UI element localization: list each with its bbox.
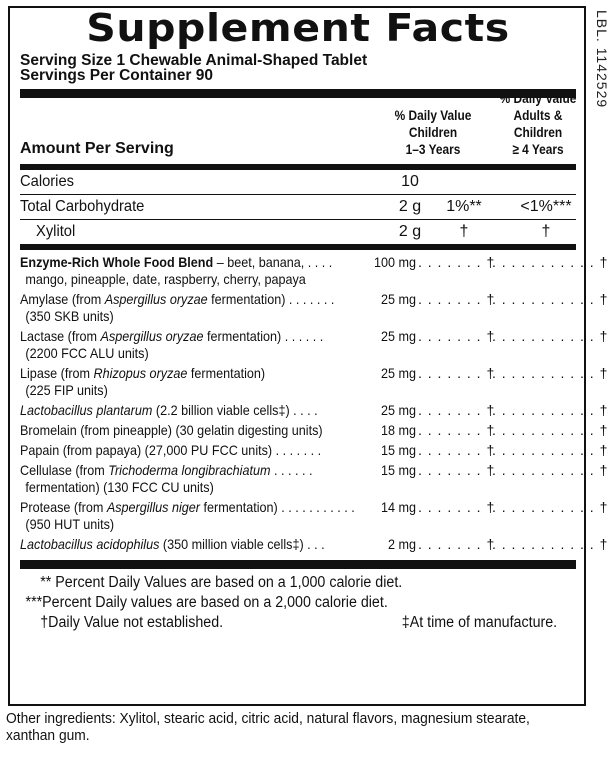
ingredient-name xyxy=(20,254,333,271)
ingredient-name-text: Bromelain (from pineapple) (30 gelatin digesting units) xyxy=(20,422,323,438)
dv-adults-line1: % Daily Value xyxy=(499,90,577,106)
ingredient-name-text: fermentation) . . . . . . . . . . . xyxy=(199,499,355,515)
ingredient-detail: (225 FIP units) xyxy=(25,382,108,398)
servings-per-container: Servings Per Container 90 xyxy=(20,67,213,84)
leader-dots: . . . . . . . xyxy=(418,328,487,344)
leader-dots: . . . . . . . . . . . xyxy=(492,499,600,515)
ingredient-name xyxy=(20,402,326,419)
ingredient-name xyxy=(20,422,326,439)
ingredient-species: Lactobacillus plantarum xyxy=(20,402,153,418)
ingredient-name-text: Amylase (from xyxy=(20,291,105,307)
ingredient-dv-children xyxy=(418,462,495,479)
dv-children-line1: % Daily Value xyxy=(394,107,472,123)
leader-dots: . . . . . . . . . . . xyxy=(492,328,600,344)
ingredient-name xyxy=(20,442,326,459)
ingredient-name-text: Cellulase (from xyxy=(20,462,109,478)
leader-dots: . . . . . . . xyxy=(418,462,487,478)
nutrient-amount: 2 g xyxy=(398,223,422,240)
dagger-mark: † xyxy=(599,291,608,307)
leader-dots: . . . . . . . xyxy=(418,536,487,552)
leader-dots: . . . . . . . . . . . xyxy=(492,442,600,458)
footnote-1000-calorie: ** Percent Daily Values are based on a 1,000 calorie diet. xyxy=(40,574,403,591)
ingredient-amount: 100 mg xyxy=(373,254,416,270)
ingredient-dv-adults xyxy=(492,499,608,516)
ingredient-name-text: Protease (from xyxy=(20,499,107,515)
dagger-mark: † xyxy=(599,442,608,458)
ingredient-dv-adults xyxy=(492,442,608,459)
ingredient-row xyxy=(20,499,608,533)
dagger-mark: † xyxy=(599,499,608,515)
leader-dots: . . . . . . . xyxy=(418,442,487,458)
dv-adults-line2: Adults & Children xyxy=(513,107,563,140)
ingredient-name-text: (350 million viable cells‡) . . . xyxy=(159,536,325,552)
leader-dots: . . . . . . . . . . . xyxy=(492,422,600,438)
serving-size: Serving Size 1 Chewable Animal-Shaped Tablet xyxy=(20,52,368,69)
dagger-mark: † xyxy=(486,365,495,381)
dagger-mark: † xyxy=(486,254,495,270)
leader-dots: . . . . . . . . . . . xyxy=(492,402,600,418)
footnotes xyxy=(20,569,576,633)
nutrient-dv-children: 1%** xyxy=(446,198,482,215)
ingredient-species: Lactobacillus acidophilus xyxy=(20,536,160,552)
ingredient-row xyxy=(20,254,608,288)
ingredient-species: Aspergillus niger xyxy=(106,499,200,515)
ingredient-detail: (950 HUT units) xyxy=(25,516,115,532)
ingredient-detail: mango, pineapple, date, raspberry, cherry, papaya xyxy=(25,271,306,287)
footnote-2000-calorie: ***Percent Daily values are based on a 2,000 calorie diet. xyxy=(25,594,388,611)
nutrient-name: Xylitol xyxy=(36,223,76,240)
ingredient-species: Trichoderma longibrachiatum xyxy=(108,462,271,478)
leader-dots: . . . . . . . xyxy=(418,254,487,270)
dagger-mark: † xyxy=(486,328,495,344)
ingredient-amount: 25 mg xyxy=(380,365,416,381)
ingredient-row xyxy=(20,328,608,362)
ingredient-dv-adults xyxy=(492,365,608,382)
ingredient-detail: (350 SKB units) xyxy=(25,308,114,324)
ingredient-dv-children xyxy=(418,442,495,459)
ingredient-name-text: Lipase (from xyxy=(20,365,94,381)
nutrient-row-carbohydrate xyxy=(20,195,576,219)
nutrient-name: Total Carbohydrate xyxy=(20,198,145,215)
ingredient-name xyxy=(20,328,326,345)
ingredient-name-text: fermentation) . . . . . . xyxy=(203,328,324,344)
dagger-mark: † xyxy=(599,402,608,418)
ingredient-name xyxy=(20,291,335,308)
ingredient-dv-children xyxy=(418,254,495,271)
ingredient-dv-children xyxy=(418,536,495,553)
leader-dots: . . . . . . . . . . . xyxy=(492,365,600,381)
ingredient-dv-adults xyxy=(492,462,608,479)
nutrient-name: Calories xyxy=(20,173,74,190)
ingredient-dv-adults xyxy=(492,328,608,345)
ingredient-species: Aspergillus oryzae xyxy=(100,328,204,344)
ingredient-row xyxy=(20,291,608,325)
label-code: LBL. 1142529 xyxy=(594,10,610,109)
nutrient-dv-adults: <1%*** xyxy=(520,198,572,215)
ingredient-dv-adults xyxy=(492,254,608,271)
ingredient-name-rest: – beet, banana, . . . . xyxy=(213,254,333,270)
ingredient-row xyxy=(20,536,608,553)
ingredient-name xyxy=(20,536,326,553)
dv-children-line3: 1–3 Years xyxy=(405,141,461,157)
footnote-dv-not-established: †Daily Value not established. xyxy=(40,614,224,631)
ingredient-name xyxy=(20,462,326,479)
ingredient-name xyxy=(20,499,355,516)
ingredient-dv-children xyxy=(418,499,495,516)
leader-dots: . . . . . . . xyxy=(418,365,487,381)
ingredient-amount: 15 mg xyxy=(380,442,416,458)
nutrient-dv-adults: † xyxy=(541,223,551,240)
other-ingredients: Other ingredients: Xylitol, stearic acid, citric acid, natural flavors, magnesium stearate, xanthan gum. xyxy=(6,710,530,744)
ingredient-name-text: (2.2 billion viable cells‡) . . . . xyxy=(152,402,318,418)
amount-per-serving-heading: Amount Per Serving xyxy=(20,140,174,157)
column-header xyxy=(20,90,577,164)
ingredient-amount: 25 mg xyxy=(380,328,416,344)
ingredient-name xyxy=(20,365,326,382)
divider-thick xyxy=(20,560,576,569)
leader-dots: . . . . . . . xyxy=(418,422,487,438)
leader-dots: . . . . . . . . . . . xyxy=(492,291,600,307)
ingredient-species: Aspergillus oryzae xyxy=(104,291,208,307)
leader-dots: . . . . . . . . . . . xyxy=(492,536,600,552)
ingredient-amount: 14 mg xyxy=(380,499,416,515)
ingredient-dv-adults xyxy=(492,536,608,553)
footnote-dagger-row xyxy=(20,613,558,633)
ingredient-dv-children xyxy=(418,402,495,419)
dagger-mark: † xyxy=(599,254,608,270)
ingredient-row xyxy=(20,462,608,496)
dagger-mark: † xyxy=(486,402,495,418)
ingredient-amount: 25 mg xyxy=(380,402,416,418)
leader-dots: . . . . . . . xyxy=(418,402,487,418)
leader-dots: . . . . . . . . . . . xyxy=(492,462,600,478)
leader-dots: . . . . . . . xyxy=(418,291,487,307)
ingredient-amount: 15 mg xyxy=(380,462,416,478)
ingredient-dv-children xyxy=(418,365,495,382)
ingredient-amount: 25 mg xyxy=(380,291,416,307)
dagger-mark: † xyxy=(599,365,608,381)
ingredient-row xyxy=(20,365,608,399)
ingredient-name-text: Papain (from papaya) (27,000 PU FCC units) . . . . . . . xyxy=(20,442,322,458)
ingredient-row xyxy=(20,442,608,459)
ingredient-row xyxy=(20,402,608,419)
ingredient-row xyxy=(20,422,608,439)
footnote-at-manufacture: ‡At time of manufacture. xyxy=(401,614,558,631)
ingredient-name-text: Lactase (from xyxy=(20,328,101,344)
ingredient-name-text: . . . . . . xyxy=(270,462,313,478)
nutrient-row-calories xyxy=(20,170,576,194)
ingredient-name-bold: Enzyme-Rich Whole Food Blend xyxy=(20,254,214,270)
dagger-mark: † xyxy=(486,291,495,307)
ingredient-list xyxy=(20,250,608,560)
dv-children-line2: Children xyxy=(408,124,458,140)
dv-children-heading xyxy=(386,107,480,158)
dagger-mark: † xyxy=(599,462,608,478)
nutrient-dv-children: † xyxy=(459,223,469,240)
ingredient-amount: 2 mg xyxy=(387,536,416,552)
dagger-mark: † xyxy=(486,462,495,478)
ingredient-dv-children xyxy=(418,328,495,345)
dagger-mark: † xyxy=(486,422,495,438)
ingredient-dv-adults xyxy=(492,402,608,419)
dagger-mark: † xyxy=(599,328,608,344)
nutrient-amount: 10 xyxy=(401,173,419,190)
leader-dots: . . . . . . . xyxy=(418,499,487,515)
dagger-mark: † xyxy=(486,499,495,515)
ingredient-detail: (2200 FCC ALU units) xyxy=(25,345,149,361)
dagger-mark: † xyxy=(486,442,495,458)
ingredient-dv-adults xyxy=(492,291,608,308)
ingredient-name-text: fermentation) . . . . . . . xyxy=(207,291,335,307)
ingredient-dv-children xyxy=(418,291,495,308)
ingredient-species: Rhizopus oryzae xyxy=(93,365,188,381)
nutrient-amount: 2 g xyxy=(398,198,422,215)
ingredient-name-text: fermentation) xyxy=(187,365,266,381)
panel-title: Supplement Facts xyxy=(86,6,510,50)
ingredient-dv-children xyxy=(418,422,495,439)
dv-adults-line3: ≥ 4 Years xyxy=(512,141,564,157)
dagger-mark: † xyxy=(599,422,608,438)
ingredient-dv-adults xyxy=(492,422,608,439)
nutrient-row-xylitol xyxy=(20,220,576,244)
leader-dots: . . . . . . . . . . . xyxy=(492,254,600,270)
dv-adults-heading xyxy=(490,90,585,158)
ingredient-amount: 18 mg xyxy=(380,422,416,438)
ingredient-detail: fermentation) (130 FCC CU units) xyxy=(25,479,214,495)
dagger-mark: † xyxy=(486,536,495,552)
dagger-mark: † xyxy=(599,536,608,552)
